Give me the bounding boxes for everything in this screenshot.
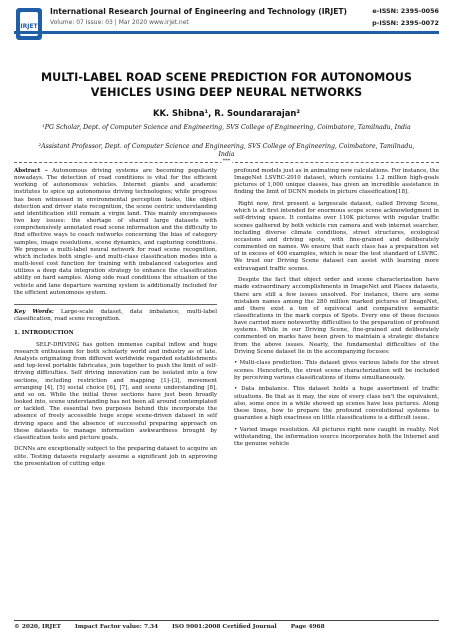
volume-line: Volume: 07 Issue: 03 | Mar 2020 www.irjet.net <box>50 19 189 26</box>
journal-header <box>0 0 453 56</box>
bullet-item: • Multi-class prediction. This dataset gives various labels for the street scenes. Henceforth, the street scene characterization will be included by perceiving various classifications of items simultaneously. <box>234 360 439 381</box>
paragraph: profound models just as in animating new calculations. For instance, the ImageNet LSVRC-2010 dataset, which contains 1.2 million high-goals pictures of 1,000 unique classes, has given an incredible assistance in finding the limit of DCNN models in picture classification[18]. <box>234 168 439 196</box>
bullet-item: • Data imbalance. This dataset holds a huge assortment of traffic situations. Be that as it may, the size of every class isn't the equivalent, also, some once in a while showed up scenes have less pictures. Along these lines, how to prepare the profound convolutional systems to guarantee a high exactness on little classifications is a difficult issue. <box>234 386 439 421</box>
paper-title: MULTI-LABEL ROAD SCENE PREDICTION FOR AUTONOMOUS VEHICLES USING DEEP NEURAL NETWORKS <box>41 71 412 99</box>
separator-stars: *** <box>222 158 231 164</box>
affiliation-1: ¹PG Scholar, Dept. of Computer Science and Engineering, SVS College of Engineering, Coimbatore, Tamilnadu, India <box>42 124 411 131</box>
journal-name: International Research Journal of Engineering and Technology (IRJET) <box>50 7 348 16</box>
abstract-label: Abstract – <box>14 168 48 174</box>
footer-impact-factor: Impact Factor value: 7.34 <box>75 624 159 630</box>
abstract-block <box>14 168 217 305</box>
section-heading-introduction: 1. INTRODUCTION <box>14 329 74 336</box>
bullet-item: • Varied image resolution. All pictures right now caught in reality. Not withstanding, the information source incorporates both the Internet and the genuine vehicle <box>234 426 439 447</box>
affiliation-2: ²Assistant Professor, Dept. of Computer Science and Engineering, SVS College of Engineering, Coimbatore, Tamilnadu, India <box>38 143 415 159</box>
keywords-text: Large-scale dataset, data imbalance, multi-label classification, road scene recognition. <box>14 309 217 323</box>
keywords <box>14 309 217 323</box>
footer-copyright: © 2020, IRJET <box>14 624 61 630</box>
eissn: e-ISSN: 2395-0056 <box>372 7 439 15</box>
paragraph: Despite the fact that object order and scene characterization have made extraordinary accomplishments in ImageNet and Places datasets, there are still a few issues unsolved. For instance, there are some mistaken names among the 280 million marked pictures of ImageNet, and there exist a ton of equivocal and comparative semantic classifications in the mark corpus of Spots. Every one of these focuses have carried more noteworthy difficulties to the preparation of profound systems. While in our Driving Scene, fine-grained and deliberately commented on marks have been given to maintain a strategic distance from the above issues. Nearly, the fundamental difficulties of the Driving Scene dataset lie in the accompanying focuses: <box>234 277 439 355</box>
paragraph: Right now, first present a largescale dataset, called Driving Scene, which is at first intended for enormous scope scene acknowledgment in self-driving space. It contains over 110K pictures with regular traffic scenes gathered by both vehicle run camera and web internet searcher, including diverse climate conditions, street structures, ecological occasions and driving spots, with fine-grained and deliberately commented on names. We ensure that each class has a preparation set of in excess of 400 examples, which is near the test standard of LSVRC. We trust our Driving Scene dataset can assist with learning more extravagant traffic scenes. <box>234 201 439 272</box>
abstract <box>14 168 217 297</box>
separator-rule <box>14 158 439 164</box>
paragraph: DCNNs are exceptionally subject to the preparing dataset to acquire an elite. Testing datasets regularly assume a significant job in approving the presentation of cutting edge <box>14 446 217 467</box>
authors: KK. Shibna¹, R. Soundararajan² <box>152 108 301 118</box>
keywords-label: Key Words: <box>14 309 54 316</box>
footer-page-number: Page 4968 <box>290 624 325 630</box>
logo-text: IRJET <box>20 23 38 30</box>
right-column <box>234 168 439 453</box>
left-column <box>14 168 217 472</box>
abstract-text: Autonomous driving systems are becoming popularity nowadays. The detection of road conditions is vital for the efficient working of autonomous vehicles. Internet giants and academic institutes to spice up autonomous driving technologies; while progress has been witnessed in environmental perception tasks, like object detection and driver state recognition, the scene centric understanding and identification still remain a virgin land. This mainly encompasses two key issues: the shortage of shared large datasets with comprehensively annotated road scene information and the difficulty to find effective ways to coach networks concerning the bias of category samples, image resolutions, scene dynamics, and capturing conditions. We propose a multi-label neural network for road scene recognition, which includes both single- and multi-class classification modes into a multi-level cost function for training with imbalanced categories and utilizes a deep data integration strategy to enhance the classification ability on hard samples. Along side road conditions the situation of the vehicle and lane departure warning system is additionally included for the efficient autonomous system. <box>14 168 218 296</box>
paragraph: SELF-DRIVING has gotten immense capital inflow and huge research enthusiasm for both scholarly world and industry as of late. Analysts originating from different worldwide regarded establishments and top-level portable fabricates, join together to push the limit of self-driving difficulties. Self driving innovation can be isolated into a few sections, including restriction and mapping [1]–[3], movement arranging [4], [5] social choice [6], [7], and scene understanding [8], and so on. While the initial three sections have just been broadly looked into, scene understanding has not been all around contemplated or tackled. The essential two purposes behind this incorporate the absence of freely accessible huge scope scene-driven dataset in self driving space and the absence of successful preparing approach on these datasets to manage information awkwardness brought by classification tests and picture goals. <box>14 341 217 441</box>
page-footer <box>14 620 439 634</box>
header-rule <box>14 31 439 34</box>
pissn: p-ISSN: 2395-0072 <box>372 19 439 27</box>
footer-iso: ISO 9001:2008 Certified Journal <box>172 624 277 630</box>
irjet-logo <box>14 6 44 42</box>
